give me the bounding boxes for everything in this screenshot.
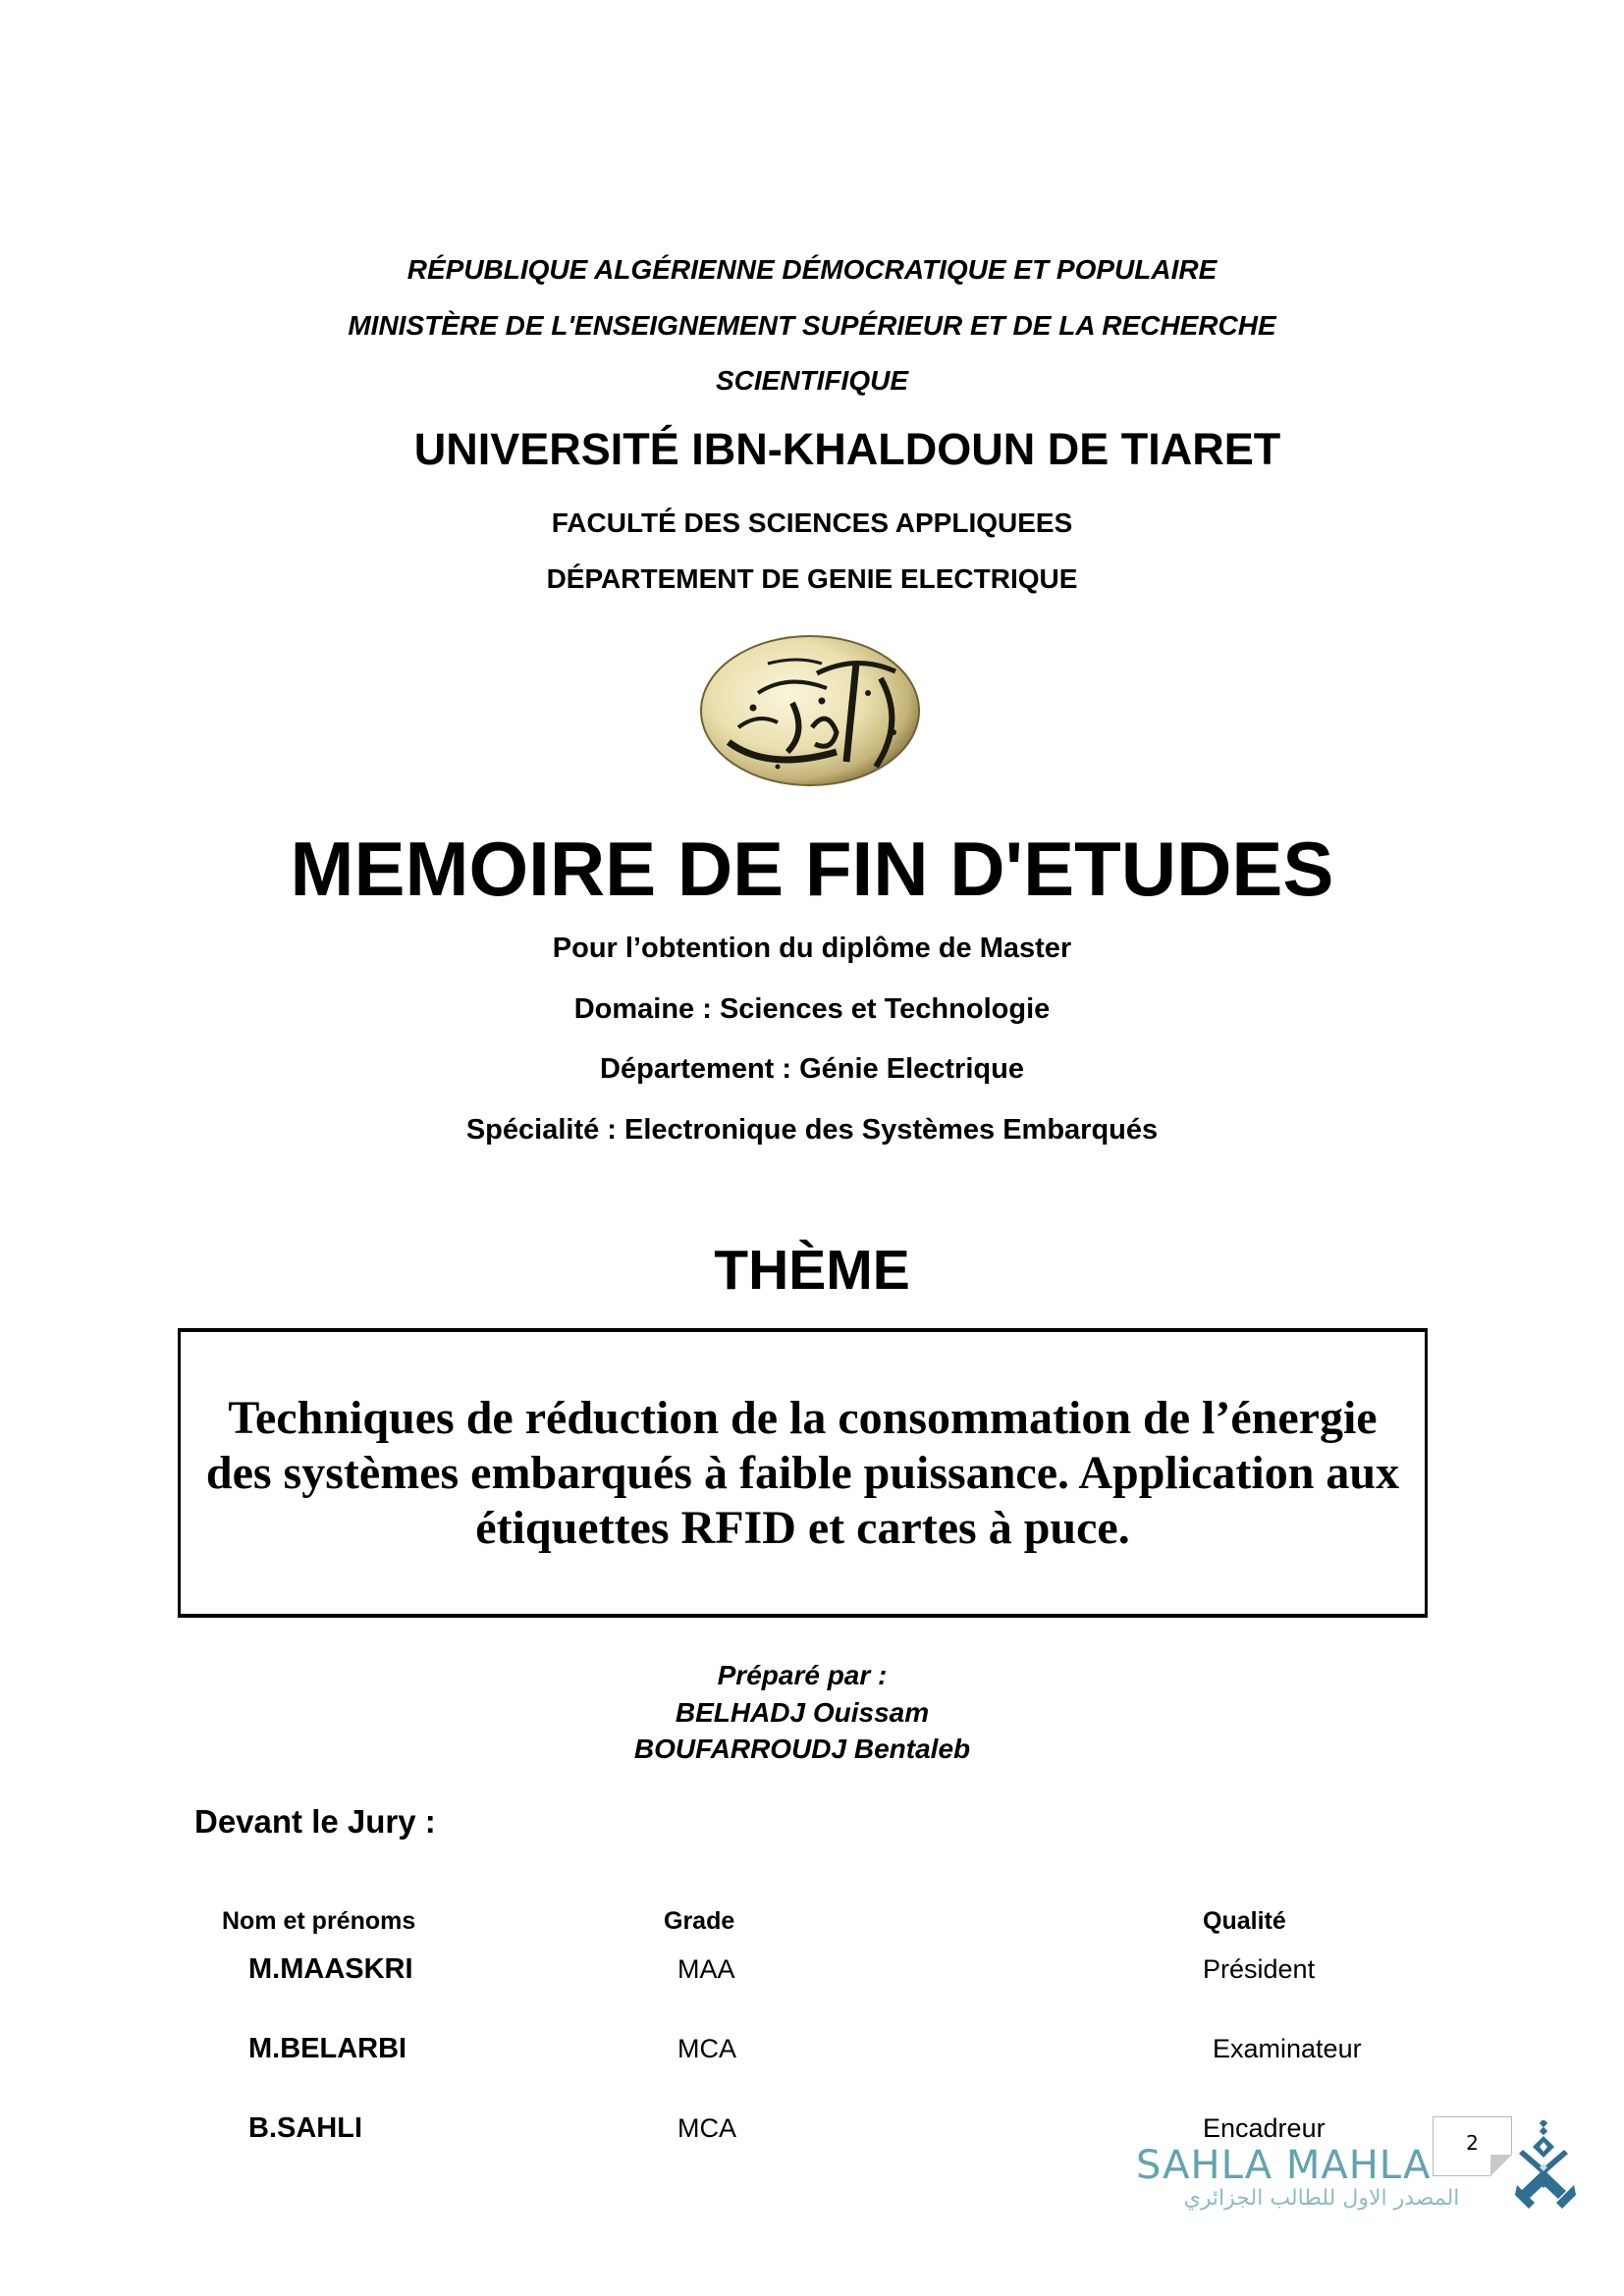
sahla-mahla-emblem-icon [1515, 2120, 1576, 2214]
document-type-title: MEMOIRE DE FIN D'ETUDES [290, 826, 1334, 912]
jury-member-grade: MAA [677, 1954, 735, 1984]
jury-member-grade: MCA [677, 2113, 736, 2143]
ministry-heading-line2: SCIENTIFIQUE [715, 365, 908, 396]
watermark-brand: SAHLA MAHLA [1136, 2143, 1432, 2188]
theme-label: THÈME [714, 1239, 910, 1302]
page-fold-corner [1490, 2155, 1512, 2176]
jury-member-name: M.MAASKRI [248, 1953, 413, 1985]
jury-member-name: B.SAHLI [248, 2112, 362, 2144]
department-line: Département : Génie Electrique [600, 1053, 1024, 1085]
university-seal-icon [699, 634, 921, 787]
domain-line: Domaine : Sciences et Technologie [573, 993, 1051, 1025]
author-name-2: BOUFARROUDJ Bentaleb [633, 1734, 971, 1764]
page-number-box [1433, 2116, 1512, 2176]
jury-column-name: Nom et prénoms [222, 1907, 416, 1935]
theme-title-line-3: étiquettes RFID et cartes à puce. [475, 1502, 1130, 1554]
ministry-heading-line1: MINISTÈRE DE L'ENSEIGNEMENT SUPÉRIEUR ET DE LA RECHERCHE [348, 310, 1276, 341]
diploma-line: Pour l’obtention du diplôme de Master [552, 933, 1072, 964]
theme-title-box [178, 1328, 1428, 1618]
specialty-line: Spécialité : Electronique des Systèmes Embarqués [465, 1114, 1159, 1146]
jury-member-name: M.BELARBI [248, 2033, 407, 2064]
jury-member-role: Examinateur [1213, 2034, 1362, 2063]
department-name: DÉPARTEMENT DE GENIE ELECTRIQUE [546, 563, 1078, 594]
jury-label: Devant le Jury : [194, 1803, 436, 1840]
jury-column-role: Qualité [1203, 1907, 1286, 1935]
prepared-by-label: Préparé par : [717, 1660, 888, 1690]
faculty-name: FACULTÉ DES SCIENCES APPLIQUEES [551, 507, 1073, 538]
jury-member-role: Président [1203, 1954, 1316, 1984]
jury-column-grade: Grade [664, 1907, 735, 1935]
theme-title-line-2: des systèmes embarqués à faible puissance. Application aux [205, 1447, 1400, 1499]
theme-title-line-1: Techniques de réduction de la consommation de l’énergie [228, 1392, 1378, 1444]
watermark-tagline: المصدر الاول للطالب الجزائري [1183, 2186, 1460, 2211]
author-name-1: BELHADJ Ouissam [675, 1697, 930, 1728]
jury-member-grade: MCA [677, 2034, 736, 2063]
republic-heading: RÉPUBLIQUE ALGÉRIENNE DÉMOCRATIQUE ET POPULAIRE [406, 254, 1218, 285]
university-name: UNIVERSITÉ IBN-KHALDOUN DE TIARET [413, 424, 1281, 474]
page-number: 2 [1466, 2131, 1479, 2155]
jury-member-role: Encadreur [1203, 2113, 1326, 2143]
